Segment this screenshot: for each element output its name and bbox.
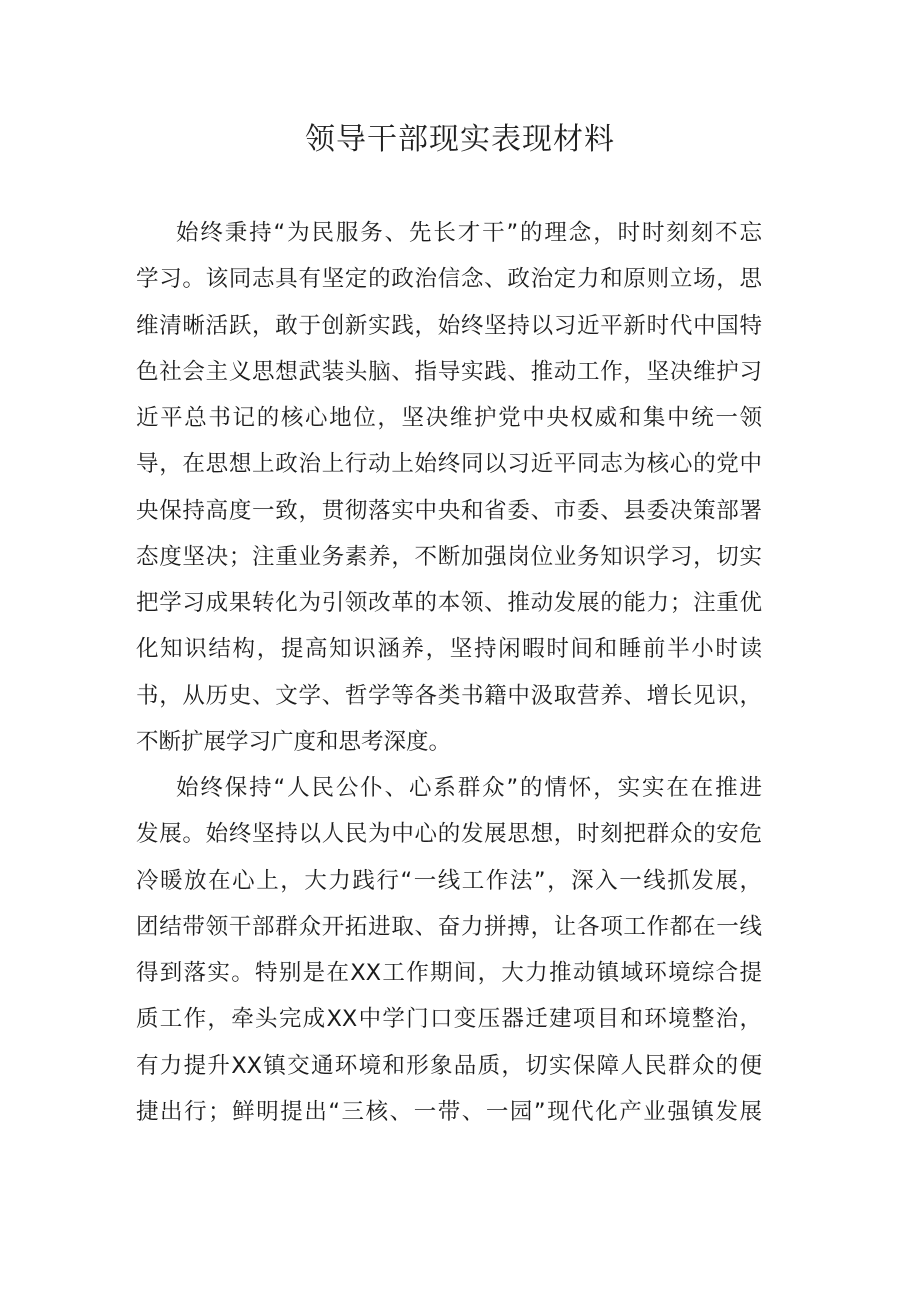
paragraph-line: 态度坚决；注重业务素养，不断加强岗位业务知识学习，切实 [136,543,762,570]
paragraph-line: 把学习成果转化为引领改革的本领、推动发展的能力；注重优 [136,590,762,616]
paragraph-line: 质工作，牵头完成XX中学门口变压器迁建项目和环境整治， [136,1006,762,1033]
paragraph-line: 不断扩展学习广度和思考深度。 [136,728,452,755]
paragraph-line: 发展。始终坚持以人民为中心的发展思想，时刻把群众的安危 [136,821,762,848]
document-title: 领导干部现实表现材料 [305,122,615,157]
paragraph-line: 维清晰活跃，敢于创新实践，始终坚持以习近平新时代中国特 [136,312,762,339]
paragraph-line: 导，在思想上政治上行动上始终同以习近平同志为核心的党中 [136,451,762,478]
paragraph-line: 捷出行；鲜明提出“三核、一带、一园”现代化产业强镇发展 [136,1098,762,1125]
paragraph-line: 始终保持“人民公仆、心系群众”的情怀，实实在在推进 [176,775,762,801]
paragraph-line: 近平总书记的核心地位，坚决维护党中央权威和集中统一领 [136,405,762,431]
paragraph-line: 书，从历史、文学、哲学等各类书籍中汲取营养、增长见识， [136,682,762,709]
document-body [136,210,762,1135]
paragraph-1 [136,210,762,765]
paragraph-line: 得到落实。特别是在XX工作期间，大力推动镇域环境综合提 [136,960,762,986]
paragraph-line: 色社会主义思想武装头脑、指导实践、推动工作，坚决维护习 [136,358,762,385]
paragraph-line: 团结带领干部群众开拓进取、奋力拼搏，让各项工作都在一线 [136,913,762,940]
paragraph-2 [136,765,762,1135]
paragraph-line: 始终秉持“为民服务、先长才干”的理念，时时刻刻不忘 [176,220,762,246]
paragraph-line: 有力提升XX镇交通环境和形象品质，切实保障人民群众的便 [136,1052,762,1079]
paragraph-line: 化知识结构，提高知识涵养，坚持闲暇时间和睡前半小时读 [136,636,762,663]
paragraph-line: 学习。该同志具有坚定的政治信念、政治定力和原则立场，思 [136,266,762,293]
paragraph-line: 冷暖放在心上，大力践行“一线工作法”，深入一线抓发展， [136,867,762,894]
paragraph-line: 央保持高度一致，贯彻落实中央和省委、市委、县委决策部署 [136,497,762,524]
